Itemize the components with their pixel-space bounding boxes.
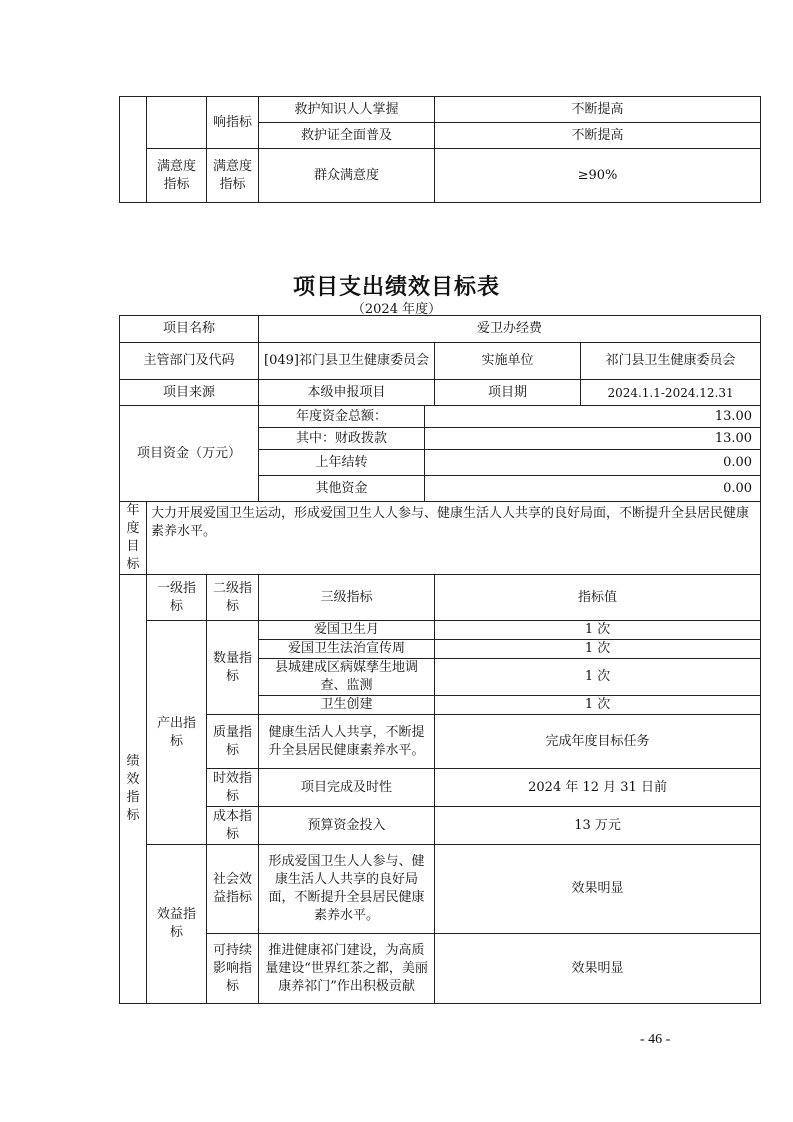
funds-row-label: 其中：财政拨款	[259, 428, 425, 450]
value-cell: 13 万元	[435, 807, 761, 845]
header-level2: 二级指标	[207, 575, 259, 621]
goal-label: 年度目标	[120, 502, 147, 575]
indicator-cell: 县城建成区病媒孳生地调查、监测	[259, 659, 435, 696]
funds-row-label: 其他资金	[259, 476, 425, 502]
goal-text: 大力开展爱国卫生运动，形成爱国卫生人人参与、健康生活人人共享的良好局面，不断提升全县居民健康素养水平。	[147, 502, 761, 575]
continuation-table	[119, 96, 761, 203]
value-cell: 完成年度目标任务	[435, 715, 761, 769]
value-cell: 2024 年 12 月 31 日前	[435, 769, 761, 807]
cost-label: 成本指标	[207, 807, 259, 845]
value-cell: 1 次	[435, 621, 761, 640]
funds-row-label: 年度资金总额：	[259, 406, 425, 428]
indicator-cell: 健康生活人人共享，不断提升全县居民健康素养水平。	[259, 715, 435, 769]
indicator-cell: 爱国卫生法治宣传周	[259, 640, 435, 659]
blank-cell	[120, 97, 147, 203]
quality-label: 质量指标	[207, 715, 259, 769]
performance-table	[119, 315, 761, 1004]
impact-label: 响指标	[207, 97, 259, 149]
indicator-cell: 爱国卫生月	[259, 621, 435, 640]
satisfaction-level2: 满意度指标	[207, 149, 259, 203]
impl-value: 祁门县卫生健康委员会	[581, 343, 761, 380]
value-cell: 不断提高	[435, 123, 761, 149]
indicator-cell: 推进健康祁门建设，为高质量建设“世界红茶之都，美丽康养祁门”作出积极贡献	[259, 934, 435, 1004]
page-number: - 46 -	[640, 1032, 671, 1047]
funds-row-value: 0.00	[425, 476, 761, 502]
perf-label: 绩效指标	[120, 575, 147, 1004]
satisfaction-value: ≥90%	[435, 149, 761, 203]
value-cell: 不断提高	[435, 97, 761, 123]
source-value: 本级申报项目	[259, 380, 435, 406]
header-level1: 一级指标	[147, 575, 207, 621]
satisfaction-indicator: 群众满意度	[259, 149, 435, 203]
indicator-cell: 卫生创建	[259, 696, 435, 715]
impl-label: 实施单位	[435, 343, 581, 380]
quantity-label: 数量指标	[207, 621, 259, 715]
indicator-cell: 项目完成及时性	[259, 769, 435, 807]
value-cell: 效果明显	[435, 934, 761, 1004]
timeliness-label: 时效指标	[207, 769, 259, 807]
funds-label: 项目资金（万元）	[120, 406, 259, 502]
indicator-cell: 救护证全面普及	[259, 123, 435, 149]
output-label: 产出指标	[147, 621, 207, 845]
value-cell: 1 次	[435, 696, 761, 715]
funds-row-value: 0.00	[425, 450, 761, 476]
year-subtitle: （2024 年度）	[351, 302, 442, 317]
dept-label: 主管部门及代码	[120, 343, 259, 380]
value-cell: 效果明显	[435, 845, 761, 934]
funds-row-value: 13.00	[425, 428, 761, 450]
value-cell: 1 次	[435, 659, 761, 696]
blank-cell	[147, 97, 207, 149]
funds-row-value: 13.00	[425, 406, 761, 428]
header-level3: 三级指标	[259, 575, 435, 621]
benefit-label: 效益指标	[147, 845, 207, 1004]
value-cell: 1 次	[435, 640, 761, 659]
indicator-cell: 形成爱国卫生人人参与、健康生活人人共享的良好局面，不断提升全县居民健康素养水平。	[259, 845, 435, 934]
indicator-cell: 救护知识人人掌握	[259, 97, 435, 123]
sustain-label: 可持续影响指标	[207, 934, 259, 1004]
period-value: 2024.1.1-2024.12.31	[581, 380, 761, 406]
dept-value: [049]祁门县卫生健康委员会	[259, 343, 435, 380]
project-name: 爱卫办经费	[259, 316, 761, 343]
social-label: 社会效益指标	[207, 845, 259, 934]
indicator-cell: 预算资金投入	[259, 807, 435, 845]
period-label: 项目期	[435, 380, 581, 406]
source-label: 项目来源	[120, 380, 259, 406]
funds-row-label: 上年结转	[259, 450, 425, 476]
page-title: 项目支出绩效目标表	[292, 275, 500, 300]
satisfaction-level1: 满意度指标	[147, 149, 207, 203]
header-value: 指标值	[435, 575, 761, 621]
project-name-label: 项目名称	[120, 316, 259, 343]
